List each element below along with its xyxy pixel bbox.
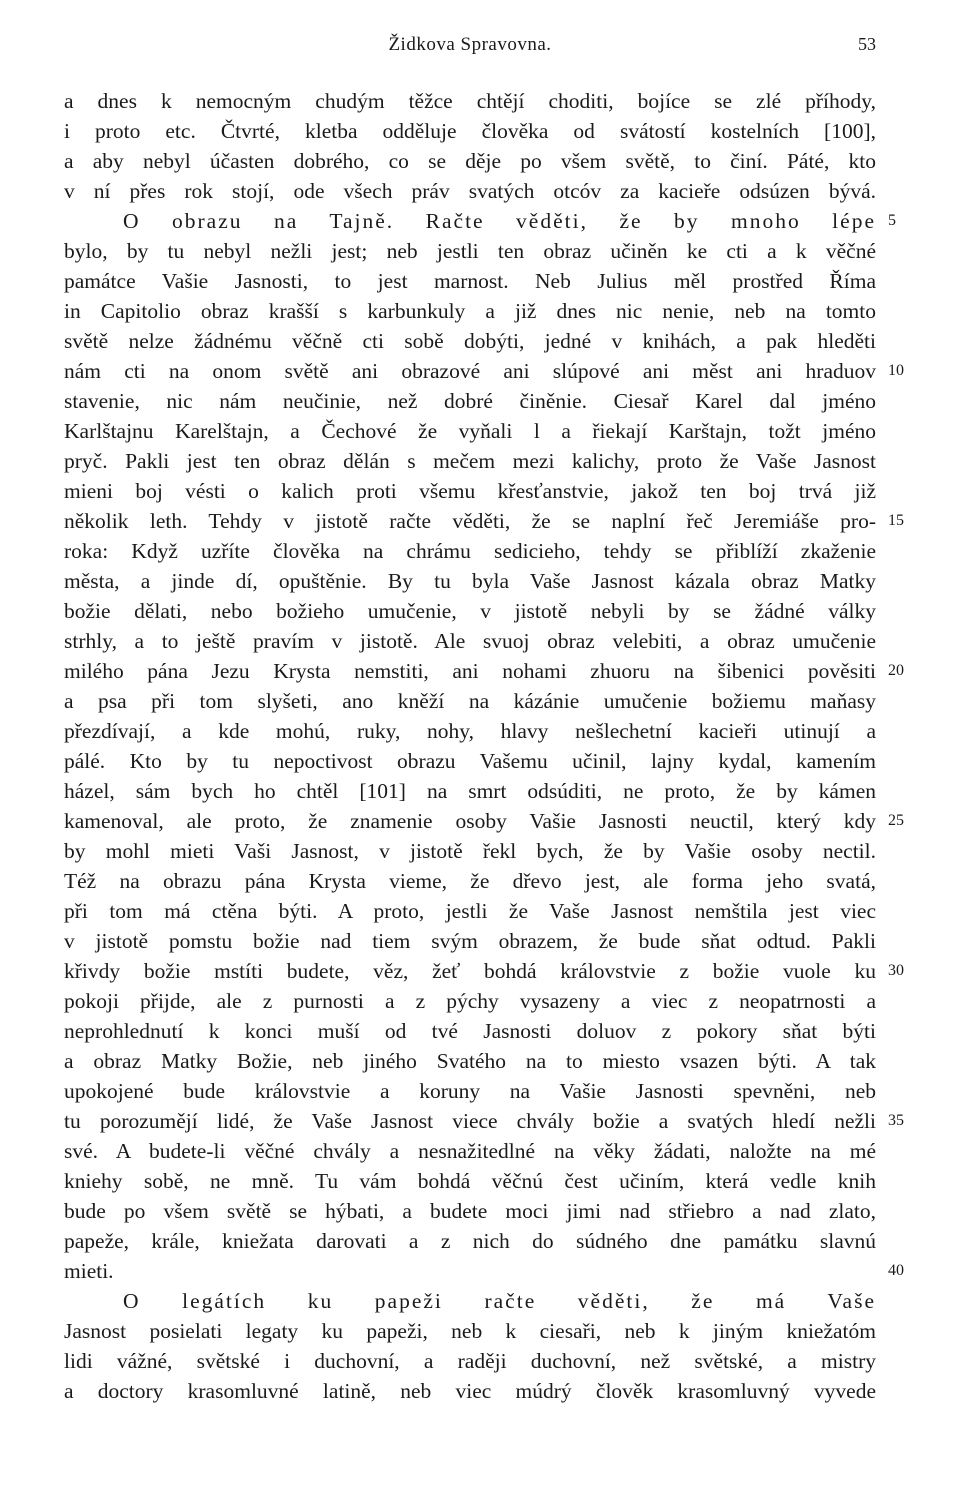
- text-line: lidi vážné, světské i duchovní, a raději duchovní, než světské, a mistry: [64, 1349, 876, 1373]
- text-line: strhly, a to ještě pravím v jistotě. Ale svuoj obraz velebiti, a obraz umučenie: [64, 629, 876, 653]
- text-line: stavenie, nic nám neučinie, než dobré činěnie. Ciesař Karel dal jméno: [64, 389, 876, 413]
- section-heading-line: O legátích ku papeži račte věděti, že má Vaše: [123, 1289, 876, 1313]
- text-line: by mohl mieti Vaši Jasnost, v jistotě řekl bych, že by Vašie osoby nectil.: [64, 839, 876, 863]
- page-number: 53: [858, 34, 876, 54]
- text-line: neprohlednutí k konci muší od tvé Jasnosti doluov z pokory sňat býti: [64, 1019, 876, 1043]
- text-line: roka: Když uzříte člověka na chrámu sedicieho, tehdy se přiblíží zkaženie: [64, 539, 876, 563]
- text-line: několik leth. Tehdy v jistotě račte věděti, že se naplní řeč Jeremiáše pro- 15: [64, 506, 876, 536]
- text-line: památce Vašie Jasnosti, to jest marnost. Neb Julius měl prostřed Říma: [64, 269, 876, 293]
- text-line: města, a jinde dí, opuštěnie. By tu byla Vaše Jasnost kázala obraz Matky: [64, 569, 876, 593]
- text-line: kamenoval, ale proto, že znamenie osoby Vašie Jasnosti neuctil, který kdy 25: [64, 806, 876, 836]
- text-line: bylo, by tu nebyl nežli jest; neb jestli ten obraz učiněn ke cti a k věčné: [64, 239, 876, 263]
- text-line: pryč. Pakli jest ten obraz dělán s mečem mezi kalichy, proto že Vaše Jasnost: [64, 449, 876, 473]
- text-line: mieti. 40: [64, 1256, 876, 1286]
- text-line: v ní přes rok stojí, ode všech práv svatých otcóv za kacieře odsúzen bývá.: [64, 179, 876, 203]
- text-line: upokojené bude královstvie a koruny na Vašie Jasnosti spevněni, neb: [64, 1079, 876, 1103]
- line-number: 25: [888, 812, 904, 829]
- text-line: i proto etc. Čtvrté, kletba odděluje člověka od svátostí kostelních [100],: [64, 119, 876, 143]
- page-header: [64, 34, 876, 62]
- section-heading-line: O obrazu na Tajně. Račte věděti, že by mnoho lépe 5: [64, 206, 876, 236]
- text-line: pálé. Kto by tu nepoctivost obrazu Vašemu učinil, lajny kydal, kamením: [64, 749, 876, 773]
- text-line: a psa při tom slyšeti, ano kněží na kázánie umučenie božiemu maňasy: [64, 689, 876, 713]
- line-number: 5: [888, 212, 896, 229]
- text-line: kniehy sobě, ne mně. Tu vám bohdá věčnú čest učiním, která vedle knih: [64, 1169, 876, 1193]
- line-number: 35: [888, 1112, 904, 1129]
- text-line: a doctory krasomluvné latině, neb viec múdrý člověk krasomluvný vyvede: [64, 1379, 876, 1403]
- text-line: a aby nebyl účasten dobrého, co se děje po všem světě, to činí. Páté, kto: [64, 149, 876, 173]
- line-number: 30: [888, 962, 904, 979]
- text-line: křivdy božie mstíti budete, věz, žeť bohdá královstvie z božie vuole ku 30: [64, 956, 876, 986]
- text-line: v jistotě pomstu božie nad tiem svým obrazem, že bude sňat odtud. Pakli: [64, 929, 876, 953]
- text-line: Jasnost posielati legaty ku papeži, neb k ciesaři, neb k jiným kniežatóm: [64, 1319, 876, 1343]
- text-line: a obraz Matky Božie, neb jiného Svatého na to miesto vsazen býti. A tak: [64, 1049, 876, 1073]
- text-line: Též na obrazu pána Krysta vieme, že dřevo jest, ale forma jeho svatá,: [64, 869, 876, 893]
- text-line: své. A budete-li věčné chvály a nesnažitedlné na věky žádati, naložte na mé: [64, 1139, 876, 1163]
- line-number: 10: [888, 362, 904, 379]
- text-line: pokoji přijde, ale z purnosti a z pýchy vysazeny a viec z neopatrnosti a: [64, 989, 876, 1013]
- text-line: při tom má ctěna býti. A proto, jestli že Vaše Jasnost nemštila jest viec: [64, 899, 876, 923]
- text-line: božie dělati, nebo božieho umučenie, v jistotě nebyli by se žádné války: [64, 599, 876, 623]
- line-number: 20: [888, 662, 904, 679]
- body-text: [64, 86, 904, 1406]
- text-line: papeže, krále, kniežata darovati a z nich do súdného dne památku slavnú: [64, 1229, 876, 1253]
- running-title: Židkova Spravovna.: [388, 34, 552, 55]
- text-line: bude po všem světě se hýbati, a budete moci jimi nad střiebro a nad zlato,: [64, 1199, 876, 1223]
- text-line: přezdívají, a kde mohú, ruky, nohy, hlavy nešlechetní kacieři utinují a: [64, 719, 876, 743]
- line-number: 40: [888, 1262, 904, 1279]
- line-number: 15: [888, 512, 904, 529]
- text-line: nám cti na onom světě ani obrazové ani slúpové ani měst ani hraduov 10: [64, 356, 876, 386]
- text-line: mieni boj vésti o kalich proti všemu křesťanstvie, jakož ten boj trvá již: [64, 479, 876, 503]
- text-line: in Capitolio obraz krašší s karbunkuly a již dnes nic nenie, neb na tomto: [64, 299, 876, 323]
- text-line: a dnes k nemocným chudým těžce chtějí choditi, bojíce se zlé příhody,: [64, 89, 876, 113]
- text-line: milého pána Jezu Krysta nemstiti, ani nohami zhuoru na šibenici pověsiti 20: [64, 656, 876, 686]
- text-line: Karlštajnu Karelštajn, a Čechové že vyňali l a řiekají Karštajn, tožt jméno: [64, 419, 876, 443]
- text-line: házel, sám bych ho chtěl [101] na smrt odsúditi, ne proto, že by kámen: [64, 779, 876, 803]
- text-line: světě nelze žádnému věčně cti sobě dobýti, jedné v knihách, a pak hleděti: [64, 329, 876, 353]
- text-line: tu porozumějí lidé, že Vaše Jasnost viece chvály božie a svatých hledí nežli 35: [64, 1106, 876, 1136]
